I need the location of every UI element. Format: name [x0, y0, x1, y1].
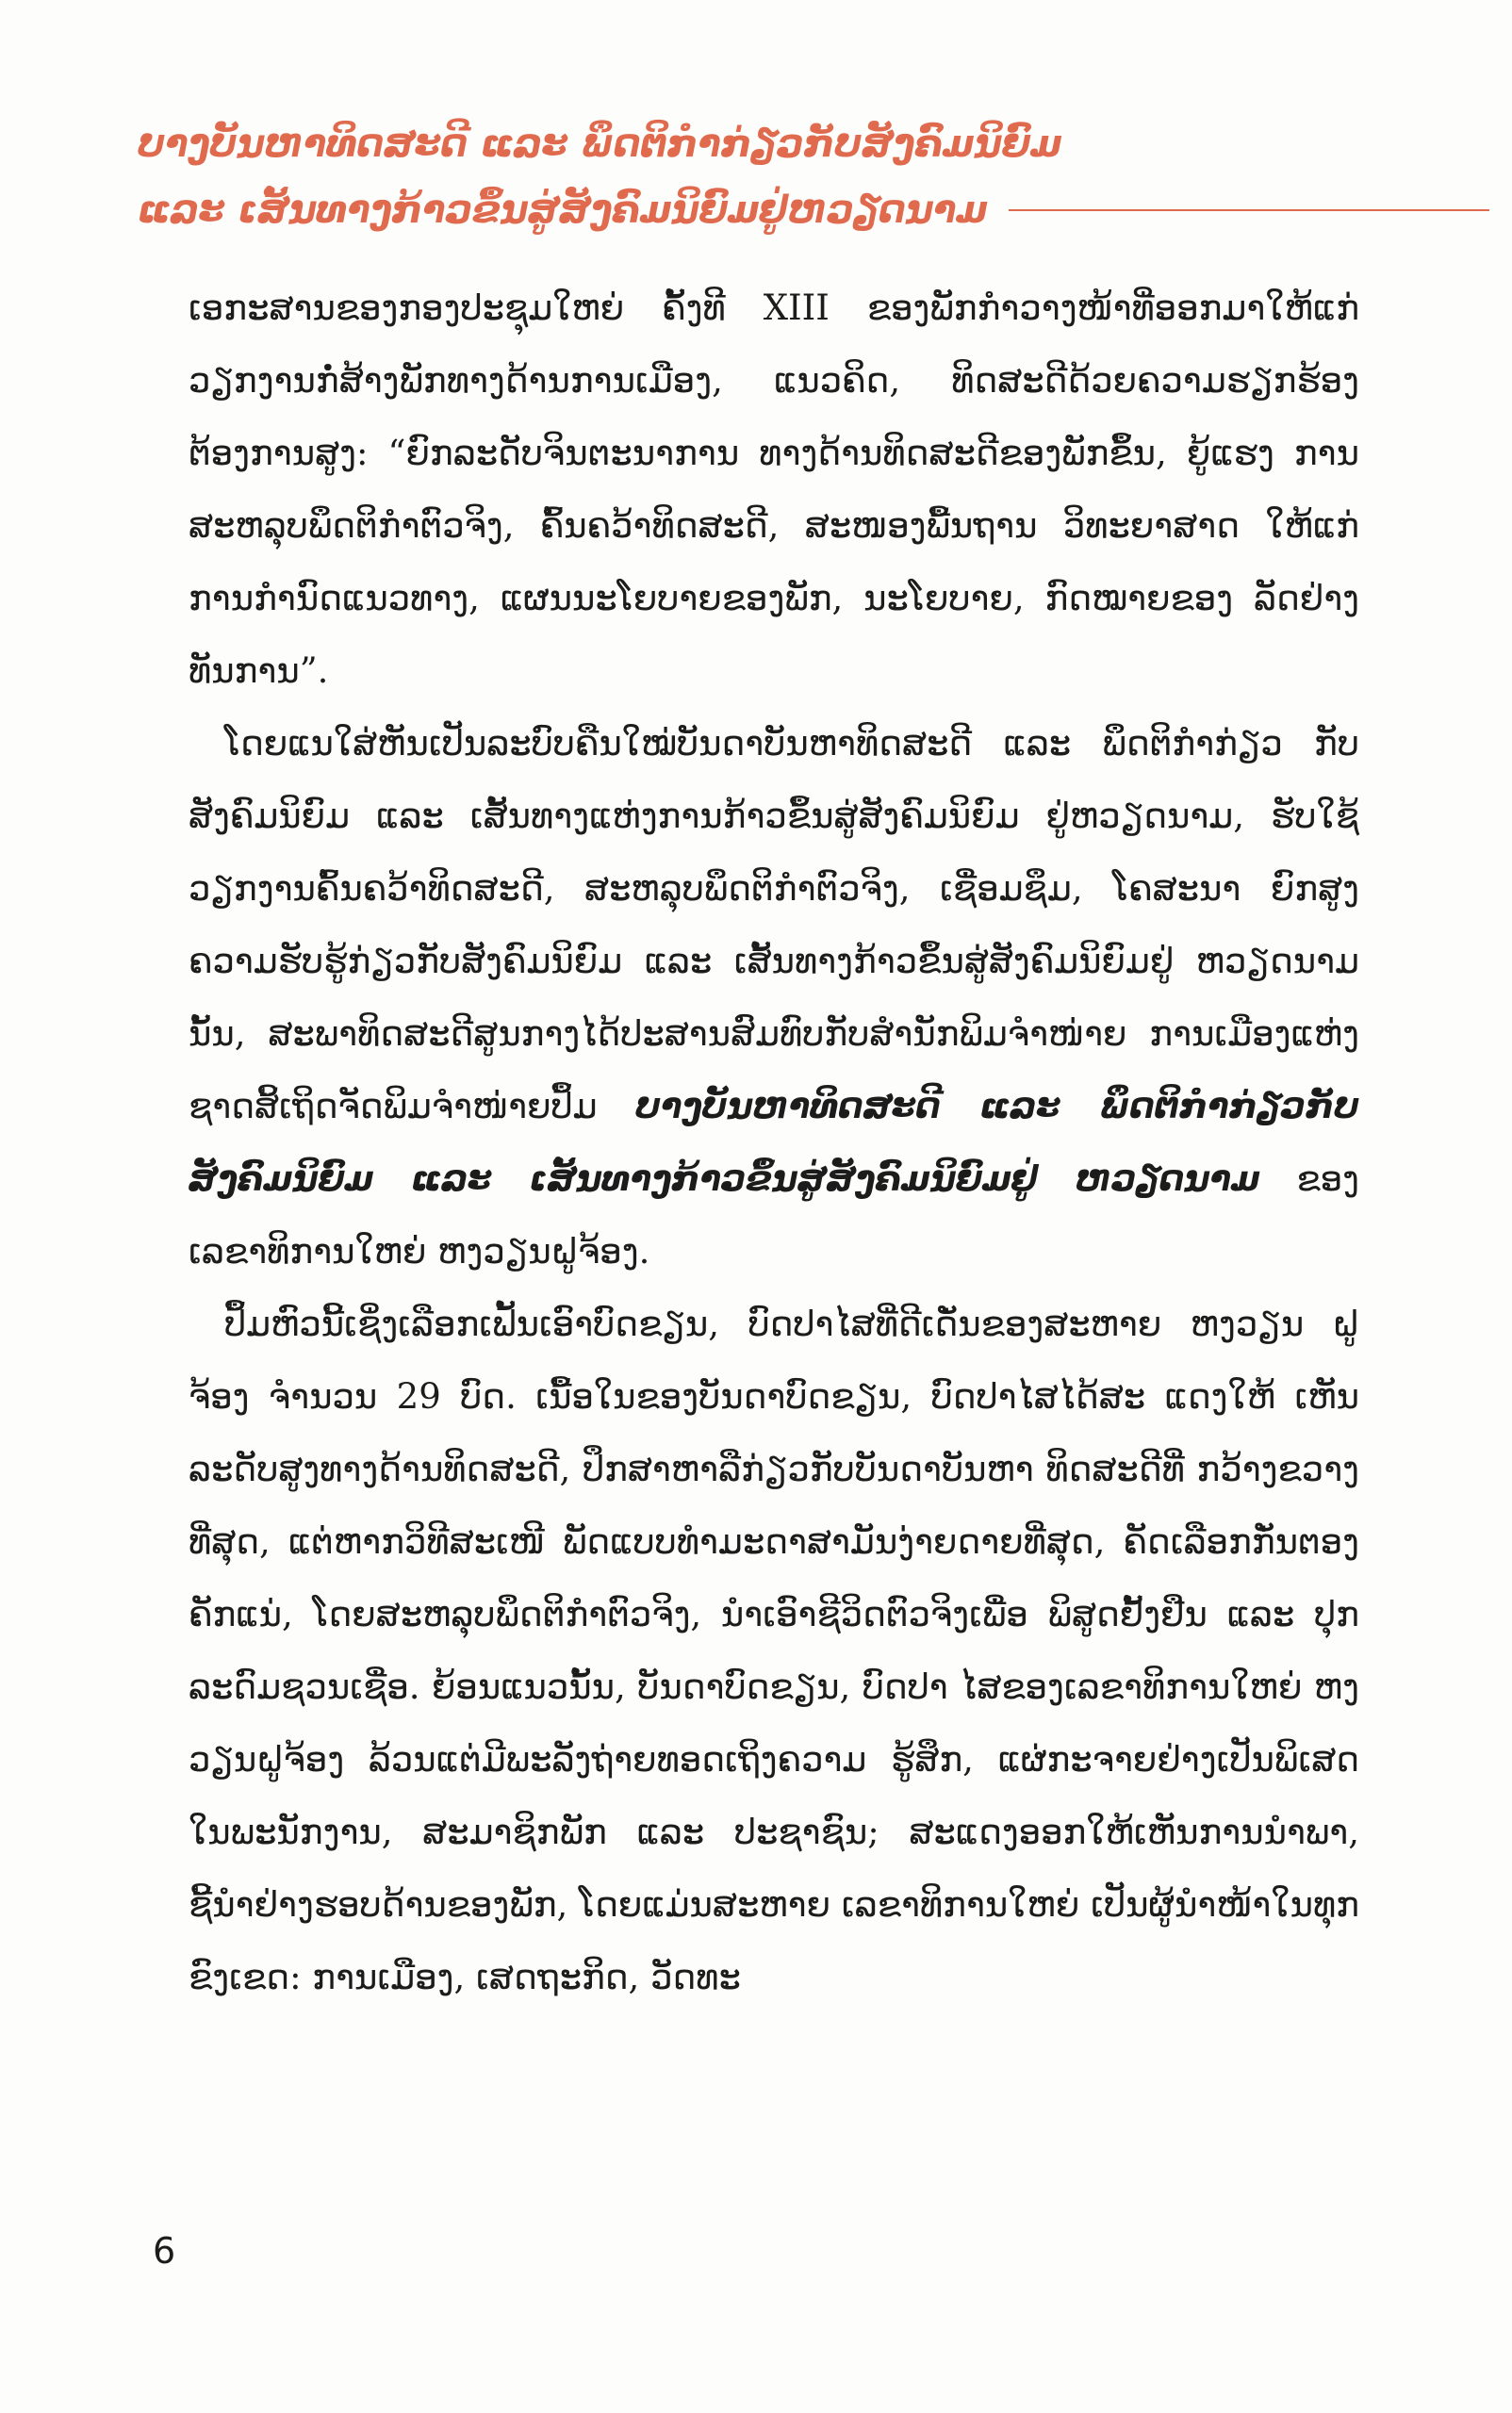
paragraph-3: ປຶ້ມຫົວນີ້ເຊິ່ງເລືອກເຟັ້ນເອົາບົດຂຽນ, ບົດປາໄສທີ່ດີເດັ່ນຂອງສະຫາຍ ຫງວຽນ ຝູຈ້ອງ ຈຳນວນ 29 ບົດ. ເນື້ອໃນຂອງບັນດາບົດຂຽນ, ບົດປາໄສໄດ້ສະ ແດງໃຫ້ ເຫັນລະດັບສູງທາງດ້ານທິດສະດີ, ປຶກສາຫາລືກ່ຽວກັບບັນດາບັນຫາ ທິດສະດີທີ່ ກວ້າງຂວາງທີ່ສຸດ, ແຕ່ຫາກວິທີສະເໜີ ພັດແບບທຳມະດາສາມັນງ່າຍດາຍທີ່ສຸດ, ຄັດເລືອກກັ່ນຕອງຄັກແນ່, ໂດຍສະຫລຸບພຶດຕິກຳຕົວຈິງ, ນຳເອົາຊີວິດຕົວຈິງເພື່ອ ພິສູດຢັ້ງຢືນ ແລະ ປຸກລະດົມຊວນເຊື່ອ. ຍ້ອນແນວນັ້ນ, ບັນດາບົດຂຽນ, ບົດປາ ໄສຂອງເລຂາທິການໃຫຍ່ ຫງວຽນຝູຈ້ອງ ລ້ວນແຕ່ມີພະລັງຖ່າຍທອດເຖິງຄວາມ ຮູ້ສຶກ, ແຜ່ກະຈາຍຢ່າງເປັນພິເສດໃນພະນັກງານ, ສະມາຊິກພັກ ແລະ ປະຊາຊົນ; ສະແດງອອກໃຫ້ເຫັນການນຳພາ, ຊີ້ນຳຢ່າງຮອບດ້ານຂອງພັກ, ໂດຍແມ່ນສະຫາຍ ເລຂາທິການໃຫຍ່ ເປັນຜູ້ນຳໜ້າໃນທຸກຂົງເຂດ: ການເມືອງ, ເສດຖະກິດ, ວັດທະ — [189, 1304, 1359, 1997]
header-rule — [1009, 209, 1489, 211]
running-header-line1: ບາງບັນຫາທິດສະດີ ແລະ ພຶດຕິກຳກ່ຽວກັບສັງຄົມນິຍົມ — [138, 123, 1062, 166]
running-header — [138, 111, 1495, 243]
body-text — [189, 271, 1359, 2013]
book-title: ບາງບັນຫາທິດສະດີ ແລະ ພຶດຕິກຳກ່ຽວກັບສັງຄົມນິຍົມ ແລະ ເສັ້ນທາງກ້າວຂຶ້ນສູ່ສັງຄົມນິຍົມຢູ່ ຫວຽດນາມ — [189, 1086, 1359, 1199]
page-number: 6 — [153, 2230, 176, 2272]
paragraph-1: ເອກະສານຂອງກອງປະຊຸມໃຫຍ່ ຄັ້ງທີ XIII ຂອງພັກກຳວາງໜ້າທີ່ອອກມາໃຫ້ແກ່ ວຽກງານກໍ່ສ້າງພັກທາງດ້ານການເມືອງ, ແນວຄິດ, ທິດສະດີດ້ວຍຄວາມຮຽກຮ້ອງ ຕ້ອງການສູງ: “ຍົກລະດັບຈິນຕະນາການ ທາງດ້ານທິດສະດີຂອງພັກຂຶ້ນ, ຍູ້ແຮງ ການສະຫລຸບພຶດຕິກຳຕົວຈິງ, ຄົ້ນຄວ້າທິດສະດີ, ສະໜອງພື້ນຖານ ວິທະຍາສາດ ໃຫ້ແກ່ການກຳນົດແນວທາງ, ແຜນນະໂຍບາຍຂອງພັກ, ນະໂຍບາຍ, ກົດໝາຍຂອງ ລັດຢ່າງທັນການ”. — [189, 287, 1359, 691]
paragraph-2 — [189, 707, 1359, 1288]
paragraph-2-end: ຂອງເລຂາທິການໃຫຍ່ ຫງວຽນຝູຈ້ອງ. — [189, 1158, 1359, 1272]
running-header-line2-row — [138, 177, 1495, 243]
paragraph-2-start: ໂດຍແນໃສ່ຫັນເປັນລະບົບຄືນໃໝ່ບັນດາບັນຫາທິດສະດີ ແລະ ພຶດຕິກຳກ່ຽວ ກັບສັງຄົມນິຍົມ ແລະ ເສັ້ນທາງແຫ່ງການກ້າວຂຶ້ນສູ່ສັງຄົມນິຍົມ ຢູ່ຫວຽດນາມ, ຮັບໃຊ້ວຽກງານຄົ້ນຄວ້າທິດສະດີ, ສະຫລຸບພຶດຕິກຳຕົວຈິງ, ເຊື່ອມຊຶມ, ໂຄສະນາ ຍົກສູງຄວາມຮັບຮູ້ກ່ຽວກັບສັງຄົມນິຍົມ ແລະ ເສັ້ນທາງກ້າວຂຶ້ນສູ່ສັງຄົມນິຍົມຢູ່ ຫວຽດນາມນັ້ນ, ສະພາທິດສະດີສູນກາງໄດ້ປະສານສົມທົບກັບສຳນັກພິມຈຳໜ່າຍ ການເມືອງແຫ່ງຊາດສິ້ເຖິດຈັດພິມຈຳໜ່າຍປຶ້ມ — [189, 723, 1359, 1126]
running-header-line2: ແລະ ເສັ້ນທາງກ້າວຂຶ້ນສູ່ສັງຄົມນິຍົມຢູ່ຫວຽດນາມ — [138, 189, 988, 232]
